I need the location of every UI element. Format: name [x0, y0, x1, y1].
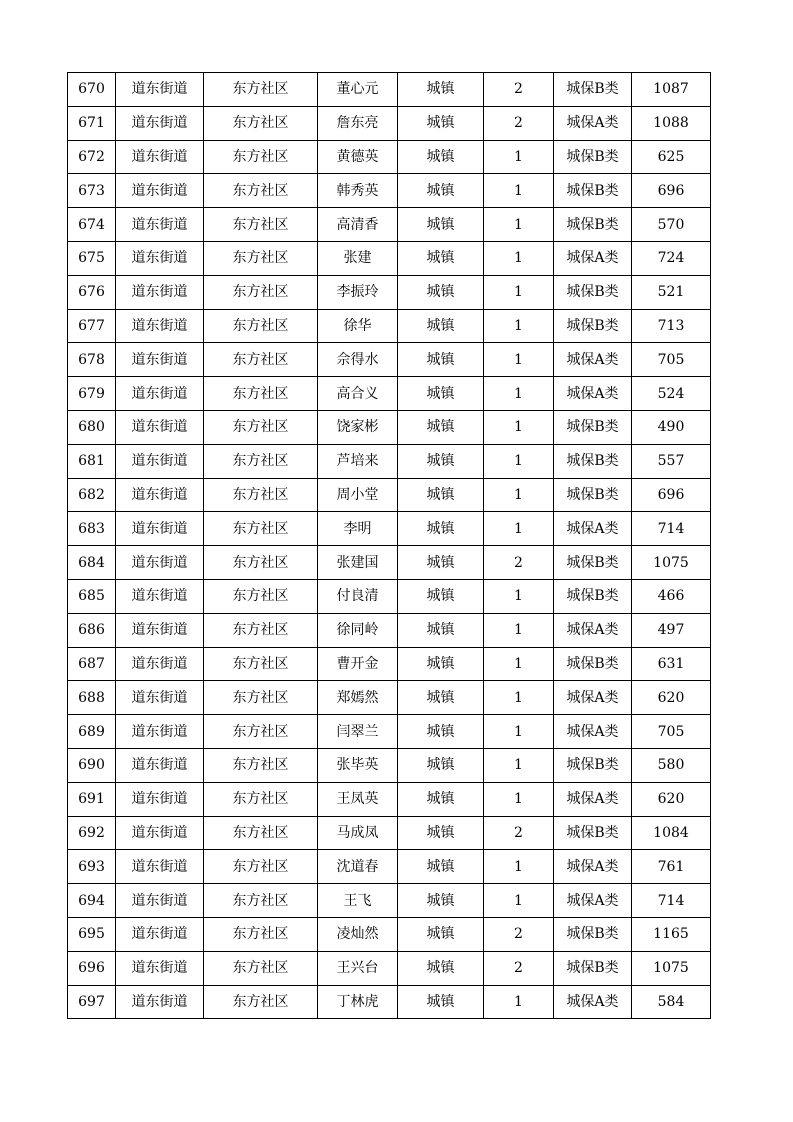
table-row [68, 275, 711, 309]
name-cell: 凌灿然 [318, 917, 398, 951]
household-type-cell: 城镇 [398, 444, 484, 478]
household-size-cell: 1 [484, 850, 554, 884]
household-size-cell: 1 [484, 748, 554, 782]
household-size-cell: 1 [484, 985, 554, 1019]
household-type-cell: 城镇 [398, 951, 484, 985]
insurance-category-cell: 城保B类 [554, 546, 632, 580]
row-number-cell: 675 [68, 241, 116, 275]
row-number-cell: 687 [68, 647, 116, 681]
table-row [68, 377, 711, 411]
amount-cell: 466 [632, 579, 711, 613]
table-row [68, 613, 711, 647]
table-row [68, 410, 711, 444]
insurance-category-cell: 城保A类 [554, 613, 632, 647]
insurance-category-cell: 城保B类 [554, 140, 632, 174]
amount-cell: 625 [632, 140, 711, 174]
household-type-cell: 城镇 [398, 816, 484, 850]
name-cell: 张毕英 [318, 748, 398, 782]
table-row [68, 647, 711, 681]
street-cell: 道东街道 [116, 917, 204, 951]
name-cell: 沈道春 [318, 850, 398, 884]
name-cell: 王飞 [318, 884, 398, 918]
amount-cell: 705 [632, 715, 711, 749]
insurance-category-cell: 城保B类 [554, 208, 632, 242]
insurance-category-cell: 城保B类 [554, 917, 632, 951]
household-size-cell: 1 [484, 343, 554, 377]
name-cell: 芦培来 [318, 444, 398, 478]
row-number-cell: 673 [68, 174, 116, 208]
street-cell: 道东街道 [116, 174, 204, 208]
insurance-category-cell: 城保B类 [554, 748, 632, 782]
name-cell: 佘得水 [318, 343, 398, 377]
row-number-cell: 693 [68, 850, 116, 884]
street-cell: 道东街道 [116, 241, 204, 275]
table-row [68, 241, 711, 275]
name-cell: 曹开金 [318, 647, 398, 681]
row-number-cell: 688 [68, 681, 116, 715]
row-number-cell: 689 [68, 715, 116, 749]
street-cell: 道东街道 [116, 208, 204, 242]
amount-cell: 1075 [632, 546, 711, 580]
row-number-cell: 690 [68, 748, 116, 782]
insurance-category-cell: 城保A类 [554, 377, 632, 411]
community-cell: 东方社区 [204, 410, 318, 444]
household-size-cell: 1 [484, 241, 554, 275]
insurance-category-cell: 城保A类 [554, 106, 632, 140]
insurance-category-cell: 城保B类 [554, 647, 632, 681]
row-number-cell: 686 [68, 613, 116, 647]
household-size-cell: 2 [484, 816, 554, 850]
table-row [68, 546, 711, 580]
household-size-cell: 1 [484, 140, 554, 174]
row-number-cell: 691 [68, 782, 116, 816]
row-number-cell: 694 [68, 884, 116, 918]
name-cell: 高合义 [318, 377, 398, 411]
community-cell: 东方社区 [204, 444, 318, 478]
name-cell: 饶家彬 [318, 410, 398, 444]
insurance-category-cell: 城保A类 [554, 512, 632, 546]
household-type-cell: 城镇 [398, 174, 484, 208]
household-size-cell: 1 [484, 410, 554, 444]
household-type-cell: 城镇 [398, 715, 484, 749]
table-row [68, 715, 711, 749]
insurance-category-cell: 城保B类 [554, 275, 632, 309]
name-cell: 张建国 [318, 546, 398, 580]
table-row [68, 309, 711, 343]
name-cell: 徐华 [318, 309, 398, 343]
name-cell: 周小堂 [318, 478, 398, 512]
street-cell: 道东街道 [116, 410, 204, 444]
insurance-category-cell: 城保A类 [554, 241, 632, 275]
household-size-cell: 1 [484, 512, 554, 546]
household-size-cell: 1 [484, 782, 554, 816]
community-cell: 东方社区 [204, 275, 318, 309]
household-type-cell: 城镇 [398, 546, 484, 580]
insurance-category-cell: 城保B类 [554, 309, 632, 343]
community-cell: 东方社区 [204, 579, 318, 613]
amount-cell: 696 [632, 478, 711, 512]
community-cell: 东方社区 [204, 647, 318, 681]
table-row [68, 884, 711, 918]
table-row [68, 782, 711, 816]
row-number-cell: 685 [68, 579, 116, 613]
row-number-cell: 681 [68, 444, 116, 478]
household-type-cell: 城镇 [398, 884, 484, 918]
community-cell: 东方社区 [204, 309, 318, 343]
row-number-cell: 670 [68, 73, 116, 107]
household-size-cell: 2 [484, 106, 554, 140]
amount-cell: 631 [632, 647, 711, 681]
insurance-category-cell: 城保B类 [554, 410, 632, 444]
community-cell: 东方社区 [204, 512, 318, 546]
street-cell: 道东街道 [116, 850, 204, 884]
household-type-cell: 城镇 [398, 782, 484, 816]
row-number-cell: 672 [68, 140, 116, 174]
table-row [68, 174, 711, 208]
row-number-cell: 680 [68, 410, 116, 444]
name-cell: 马成凤 [318, 816, 398, 850]
insurance-category-cell: 城保B类 [554, 579, 632, 613]
community-cell: 东方社区 [204, 174, 318, 208]
insurance-category-cell: 城保B类 [554, 73, 632, 107]
amount-cell: 1165 [632, 917, 711, 951]
table-row [68, 140, 711, 174]
row-number-cell: 679 [68, 377, 116, 411]
table-row [68, 951, 711, 985]
street-cell: 道东街道 [116, 106, 204, 140]
household-size-cell: 1 [484, 681, 554, 715]
row-number-cell: 678 [68, 343, 116, 377]
amount-cell: 620 [632, 681, 711, 715]
street-cell: 道东街道 [116, 884, 204, 918]
table-row [68, 478, 711, 512]
household-size-cell: 1 [484, 275, 554, 309]
table-row [68, 444, 711, 478]
community-cell: 东方社区 [204, 613, 318, 647]
household-size-cell: 1 [484, 444, 554, 478]
street-cell: 道东街道 [116, 748, 204, 782]
community-cell: 东方社区 [204, 478, 318, 512]
row-number-cell: 683 [68, 512, 116, 546]
insurance-category-cell: 城保A类 [554, 850, 632, 884]
table-row [68, 816, 711, 850]
amount-cell: 580 [632, 748, 711, 782]
household-type-cell: 城镇 [398, 478, 484, 512]
household-size-cell: 1 [484, 174, 554, 208]
data-table [67, 72, 711, 1019]
row-number-cell: 695 [68, 917, 116, 951]
household-type-cell: 城镇 [398, 275, 484, 309]
row-number-cell: 697 [68, 985, 116, 1019]
household-type-cell: 城镇 [398, 410, 484, 444]
name-cell: 王凤英 [318, 782, 398, 816]
household-type-cell: 城镇 [398, 343, 484, 377]
insurance-category-cell: 城保B类 [554, 174, 632, 208]
community-cell: 东方社区 [204, 816, 318, 850]
row-number-cell: 692 [68, 816, 116, 850]
name-cell: 高清香 [318, 208, 398, 242]
amount-cell: 1088 [632, 106, 711, 140]
household-type-cell: 城镇 [398, 647, 484, 681]
community-cell: 东方社区 [204, 140, 318, 174]
household-type-cell: 城镇 [398, 73, 484, 107]
street-cell: 道东街道 [116, 647, 204, 681]
row-number-cell: 677 [68, 309, 116, 343]
community-cell: 东方社区 [204, 208, 318, 242]
household-type-cell: 城镇 [398, 241, 484, 275]
community-cell: 东方社区 [204, 241, 318, 275]
name-cell: 王兴台 [318, 951, 398, 985]
household-size-cell: 2 [484, 73, 554, 107]
amount-cell: 713 [632, 309, 711, 343]
household-size-cell: 1 [484, 208, 554, 242]
amount-cell: 584 [632, 985, 711, 1019]
community-cell: 东方社区 [204, 850, 318, 884]
table-row [68, 512, 711, 546]
household-size-cell: 1 [484, 884, 554, 918]
table-row [68, 917, 711, 951]
amount-cell: 1084 [632, 816, 711, 850]
community-cell: 东方社区 [204, 377, 318, 411]
community-cell: 东方社区 [204, 343, 318, 377]
row-number-cell: 684 [68, 546, 116, 580]
name-cell: 徐同岭 [318, 613, 398, 647]
household-type-cell: 城镇 [398, 748, 484, 782]
amount-cell: 1075 [632, 951, 711, 985]
household-type-cell: 城镇 [398, 579, 484, 613]
table-row [68, 106, 711, 140]
street-cell: 道东街道 [116, 478, 204, 512]
table-row [68, 343, 711, 377]
row-number-cell: 682 [68, 478, 116, 512]
name-cell: 李明 [318, 512, 398, 546]
household-type-cell: 城镇 [398, 106, 484, 140]
community-cell: 东方社区 [204, 884, 318, 918]
insurance-category-cell: 城保A类 [554, 884, 632, 918]
amount-cell: 490 [632, 410, 711, 444]
name-cell: 闫翠兰 [318, 715, 398, 749]
community-cell: 东方社区 [204, 985, 318, 1019]
name-cell: 付良清 [318, 579, 398, 613]
household-size-cell: 1 [484, 579, 554, 613]
community-cell: 东方社区 [204, 917, 318, 951]
street-cell: 道东街道 [116, 343, 204, 377]
street-cell: 道东街道 [116, 73, 204, 107]
community-cell: 东方社区 [204, 681, 318, 715]
name-cell: 黄德英 [318, 140, 398, 174]
row-number-cell: 671 [68, 106, 116, 140]
amount-cell: 714 [632, 512, 711, 546]
household-size-cell: 1 [484, 309, 554, 343]
street-cell: 道东街道 [116, 579, 204, 613]
table-row [68, 208, 711, 242]
household-type-cell: 城镇 [398, 377, 484, 411]
household-type-cell: 城镇 [398, 681, 484, 715]
street-cell: 道东街道 [116, 782, 204, 816]
household-type-cell: 城镇 [398, 208, 484, 242]
insurance-category-cell: 城保A类 [554, 782, 632, 816]
household-size-cell: 2 [484, 951, 554, 985]
community-cell: 东方社区 [204, 782, 318, 816]
community-cell: 东方社区 [204, 715, 318, 749]
amount-cell: 1087 [632, 73, 711, 107]
household-size-cell: 1 [484, 613, 554, 647]
household-size-cell: 2 [484, 546, 554, 580]
household-type-cell: 城镇 [398, 917, 484, 951]
row-number-cell: 696 [68, 951, 116, 985]
table-row [68, 73, 711, 107]
household-type-cell: 城镇 [398, 850, 484, 884]
community-cell: 东方社区 [204, 546, 318, 580]
street-cell: 道东街道 [116, 275, 204, 309]
household-type-cell: 城镇 [398, 985, 484, 1019]
community-cell: 东方社区 [204, 106, 318, 140]
insurance-category-cell: 城保B类 [554, 444, 632, 478]
amount-cell: 557 [632, 444, 711, 478]
name-cell: 董心元 [318, 73, 398, 107]
street-cell: 道东街道 [116, 309, 204, 343]
name-cell: 郑嫣然 [318, 681, 398, 715]
street-cell: 道东街道 [116, 985, 204, 1019]
street-cell: 道东街道 [116, 613, 204, 647]
amount-cell: 714 [632, 884, 711, 918]
name-cell: 詹东亮 [318, 106, 398, 140]
amount-cell: 521 [632, 275, 711, 309]
community-cell: 东方社区 [204, 748, 318, 782]
household-type-cell: 城镇 [398, 309, 484, 343]
insurance-category-cell: 城保A类 [554, 985, 632, 1019]
community-cell: 东方社区 [204, 951, 318, 985]
amount-cell: 761 [632, 850, 711, 884]
insurance-category-cell: 城保A类 [554, 343, 632, 377]
amount-cell: 620 [632, 782, 711, 816]
table-row [68, 985, 711, 1019]
street-cell: 道东街道 [116, 512, 204, 546]
amount-cell: 570 [632, 208, 711, 242]
household-size-cell: 2 [484, 917, 554, 951]
street-cell: 道东街道 [116, 444, 204, 478]
row-number-cell: 676 [68, 275, 116, 309]
household-size-cell: 1 [484, 478, 554, 512]
amount-cell: 705 [632, 343, 711, 377]
row-number-cell: 674 [68, 208, 116, 242]
household-size-cell: 1 [484, 715, 554, 749]
table-row [68, 850, 711, 884]
insurance-category-cell: 城保B类 [554, 478, 632, 512]
household-size-cell: 1 [484, 377, 554, 411]
name-cell: 张建 [318, 241, 398, 275]
table-row [68, 748, 711, 782]
household-type-cell: 城镇 [398, 613, 484, 647]
amount-cell: 696 [632, 174, 711, 208]
insurance-category-cell: 城保A类 [554, 715, 632, 749]
household-type-cell: 城镇 [398, 512, 484, 546]
street-cell: 道东街道 [116, 140, 204, 174]
name-cell: 李振玲 [318, 275, 398, 309]
table-row [68, 681, 711, 715]
community-cell: 东方社区 [204, 73, 318, 107]
street-cell: 道东街道 [116, 816, 204, 850]
insurance-category-cell: 城保B类 [554, 816, 632, 850]
amount-cell: 724 [632, 241, 711, 275]
name-cell: 韩秀英 [318, 174, 398, 208]
name-cell: 丁林虎 [318, 985, 398, 1019]
household-type-cell: 城镇 [398, 140, 484, 174]
street-cell: 道东街道 [116, 951, 204, 985]
amount-cell: 497 [632, 613, 711, 647]
street-cell: 道东街道 [116, 377, 204, 411]
street-cell: 道东街道 [116, 546, 204, 580]
table-row [68, 579, 711, 613]
street-cell: 道东街道 [116, 681, 204, 715]
household-size-cell: 1 [484, 647, 554, 681]
amount-cell: 524 [632, 377, 711, 411]
insurance-category-cell: 城保A类 [554, 681, 632, 715]
insurance-category-cell: 城保B类 [554, 951, 632, 985]
street-cell: 道东街道 [116, 715, 204, 749]
